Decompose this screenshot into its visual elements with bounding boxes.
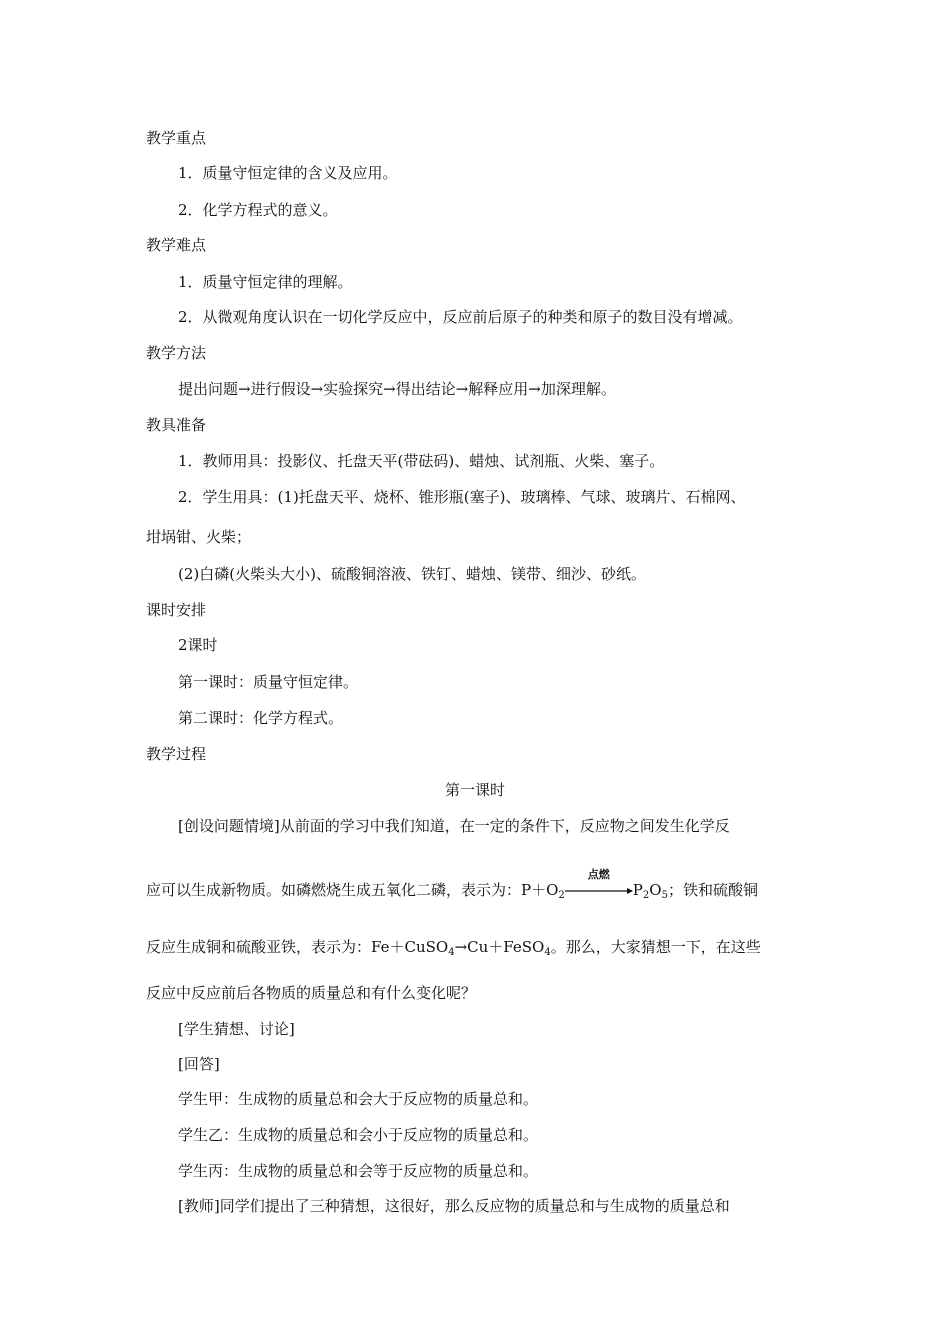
p2o5-p: P bbox=[632, 881, 643, 899]
intro-line-2-pre: 应可以生成新物质。如磷燃烧生成五氧化二磷，表示为：P＋O bbox=[146, 881, 559, 899]
p-subscript: 2 bbox=[642, 890, 650, 901]
feso4-subscript: 4 bbox=[544, 947, 551, 958]
intro-line-1: [创设问题情境]从前面的学习中我们知道，在一定的条件下，反应物之间发生化学反 bbox=[178, 817, 730, 835]
teacher-line: [教师]同学们提出了三种猜想，这很好，那么反应物的质量总和与生成物的质量总和 bbox=[178, 1197, 730, 1215]
heading-methods: 教学方法 bbox=[146, 344, 207, 362]
difficulty-1: 1．质量守恒定律的理解。 bbox=[178, 273, 353, 291]
reaction-arrow-2: → bbox=[454, 938, 468, 956]
student-guess: [学生猜想、讨论] bbox=[178, 1020, 295, 1038]
student-c: 学生丙：生成物的质量总和会等于反应物的质量总和。 bbox=[178, 1162, 539, 1180]
key-point-2: 2．化学方程式的意义。 bbox=[178, 201, 338, 219]
heading-schedule: 课时安排 bbox=[146, 601, 207, 619]
o5-subscript: 5 bbox=[661, 890, 668, 901]
difficulty-2: 2．从微观角度认识在一切化学反应中，反应前后原子的种类和原子的数目没有增减。 bbox=[178, 308, 743, 326]
key-point-1: 1．质量守恒定律的含义及应用。 bbox=[178, 164, 398, 182]
tools-student-line-3: (2)白磷(火柴头大小)、硫酸铜溶液、铁钉、蜡烛、镁带、细沙、砂纸。 bbox=[178, 565, 646, 583]
cuso4-subscript: 4 bbox=[448, 947, 455, 958]
arrow-right-icon bbox=[565, 887, 633, 895]
intro-line-3-post: 。那么，大家猜想一下，在这些 bbox=[550, 938, 761, 956]
lesson-subtitle: 第一课时 bbox=[444, 781, 505, 799]
student-a: 学生甲：生成物的质量总和会大于反应物的质量总和。 bbox=[178, 1090, 539, 1108]
tools-student-line-1: 2．学生用具：(1)托盘天平、烧杯、锥形瓶(塞子)、玻璃棒、气球、玻璃片、石棉网、 bbox=[178, 488, 746, 506]
reaction-condition: 点燃 bbox=[587, 868, 610, 881]
p2o5-o: O bbox=[649, 881, 662, 899]
answer-label: [回答] bbox=[178, 1055, 220, 1073]
heading-difficulties: 教学难点 bbox=[146, 236, 207, 254]
intro-line-2 bbox=[146, 868, 758, 901]
intro-line-3-mid: Cu＋FeSO bbox=[467, 938, 545, 956]
intro-line-3-pre: 反应生成铜和硫酸亚铁，表示为：Fe＋CuSO bbox=[146, 938, 449, 956]
tools-student-line-2: 坩埚钳、火柴； bbox=[146, 528, 252, 546]
intro-line-2-post: ；铁和硫酸铜 bbox=[667, 881, 758, 899]
heading-process: 教学过程 bbox=[146, 745, 207, 763]
o2-subscript: 2 bbox=[558, 890, 565, 901]
heading-key-points: 教学重点 bbox=[146, 129, 207, 147]
intro-line-3 bbox=[146, 937, 761, 957]
schedule-second: 第二课时：化学方程式。 bbox=[178, 709, 344, 727]
tools-teacher: 1．教师用具：投影仪、托盘天平(带砝码)、蜡烛、试剂瓶、火柴、塞子。 bbox=[178, 452, 665, 470]
methods-text: 提出问题→进行假设→实验探究→得出结论→解释应用→加深理解。 bbox=[178, 380, 616, 398]
schedule-total: 2课时 bbox=[178, 636, 218, 654]
intro-line-4: 反应中反应前后各物质的质量总和有什么变化呢？ bbox=[146, 984, 477, 1002]
schedule-first: 第一课时：质量守恒定律。 bbox=[178, 673, 359, 691]
student-b: 学生乙：生成物的质量总和会小于反应物的质量总和。 bbox=[178, 1126, 539, 1144]
reaction-arrow bbox=[565, 868, 633, 901]
heading-tools: 教具准备 bbox=[146, 416, 207, 434]
